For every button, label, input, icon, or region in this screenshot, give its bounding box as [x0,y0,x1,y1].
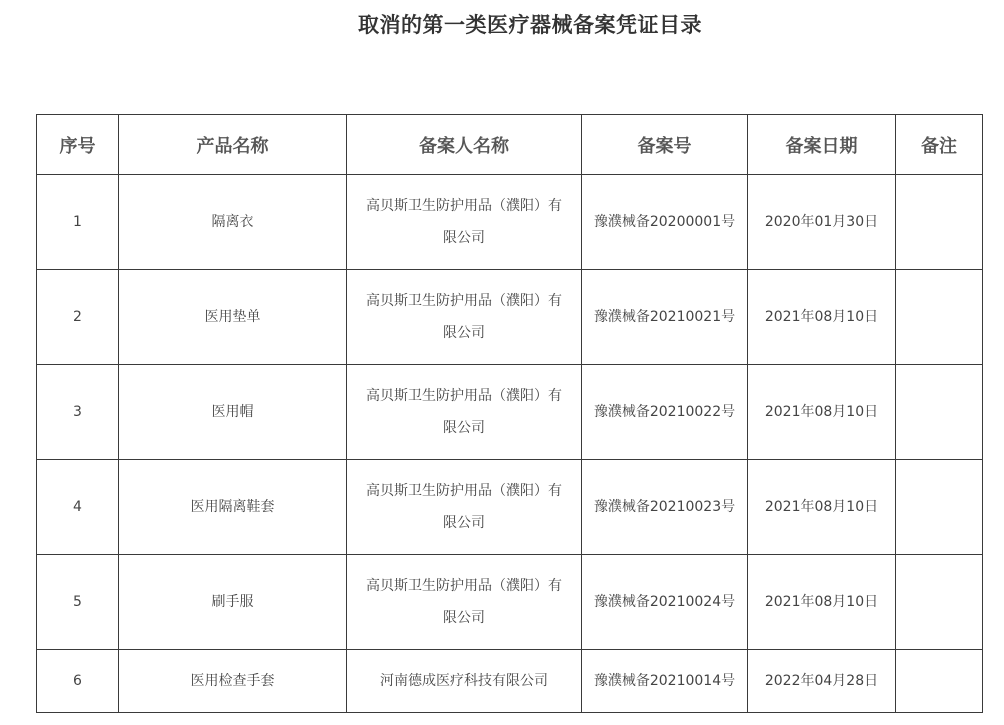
table-row [37,460,983,555]
header-remark: 备注 [896,115,983,175]
row-company [347,270,582,365]
row-product: 医用帽 [119,365,347,460]
row-company-text: 河南德成医疗科技有限公司 [380,673,548,689]
row-company-text: 高贝斯卫生防护用品（濮阳）有限公司 [366,483,562,531]
row-record-date: 2021年08月10日 [748,270,896,365]
row-index: 1 [37,175,119,270]
row-record-no: 豫濮械备20200001号 [582,175,748,270]
row-remark [896,365,983,460]
header-record-no: 备案号 [582,115,748,175]
row-product: 刷手服 [119,555,347,650]
table-row [37,650,983,713]
row-record-date: 2020年01月30日 [748,175,896,270]
row-record-date: 2021年08月10日 [748,460,896,555]
row-product: 医用垫单 [119,270,347,365]
row-company [347,650,582,713]
row-index: 2 [37,270,119,365]
row-company-text: 高贝斯卫生防护用品（濮阳）有限公司 [366,293,562,341]
row-record-date: 2021年08月10日 [748,555,896,650]
row-record-no: 豫濮械备20210022号 [582,365,748,460]
row-remark [896,460,983,555]
header-index: 序号 [37,115,119,175]
table-header-row [37,115,983,175]
row-remark [896,270,983,365]
row-index: 3 [37,365,119,460]
row-record-no: 豫濮械备20210023号 [582,460,748,555]
row-index: 6 [37,650,119,713]
row-company-text: 高贝斯卫生防护用品（濮阳）有限公司 [366,578,562,626]
row-product: 医用隔离鞋套 [119,460,347,555]
page-title: 取消的第一类医疗器械备案凭证目录 [358,13,702,37]
table-row [37,175,983,270]
row-index: 4 [37,460,119,555]
row-company [347,365,582,460]
header-product: 产品名称 [119,115,347,175]
row-company-text: 高贝斯卫生防护用品（濮阳）有限公司 [366,198,562,246]
row-remark [896,555,983,650]
row-product: 隔离衣 [119,175,347,270]
table-row [37,555,983,650]
table-row [37,365,983,460]
row-remark [896,175,983,270]
row-company [347,175,582,270]
row-record-no: 豫濮械备20210021号 [582,270,748,365]
row-company [347,555,582,650]
row-record-no: 豫濮械备20210014号 [582,650,748,713]
row-company [347,460,582,555]
row-company-text: 高贝斯卫生防护用品（濮阳）有限公司 [366,388,562,436]
records-table [36,114,983,713]
header-company: 备案人名称 [347,115,582,175]
row-product: 医用检查手套 [119,650,347,713]
row-index: 5 [37,555,119,650]
row-record-date: 2021年08月10日 [748,365,896,460]
header-record-date: 备案日期 [748,115,896,175]
table-row [37,270,983,365]
row-remark [896,650,983,713]
row-record-no: 豫濮械备20210024号 [582,555,748,650]
row-record-date: 2022年04月28日 [748,650,896,713]
